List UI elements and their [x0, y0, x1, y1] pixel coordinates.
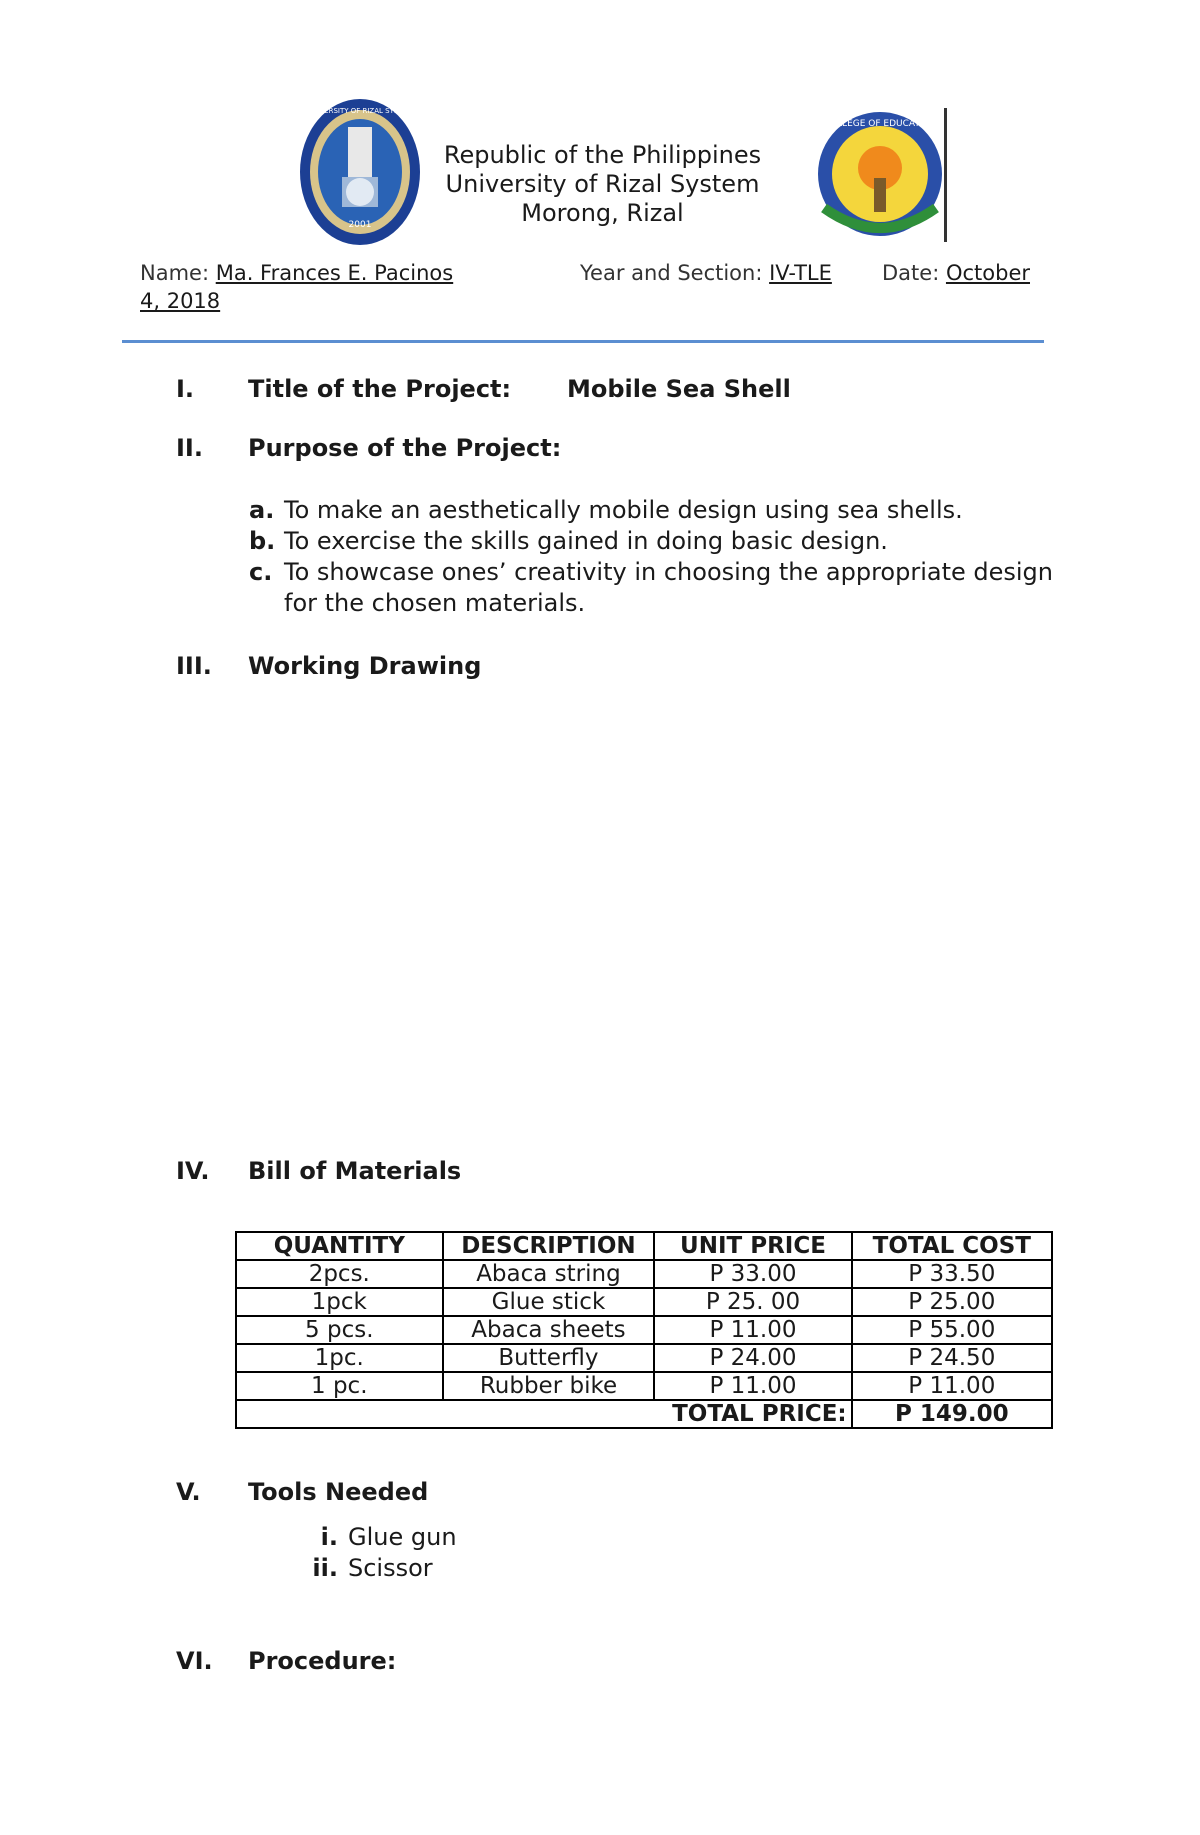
section-number: II.: [176, 434, 203, 462]
table-cell: 1pc.: [236, 1344, 443, 1372]
list-item: c. To showcase ones’ creativity in choosing the appropriate design for the chosen materials.: [249, 558, 1053, 617]
section-number: V.: [176, 1478, 201, 1506]
table-cell: P 33.50: [852, 1260, 1052, 1288]
table-cell: 2pcs.: [236, 1260, 443, 1288]
table-cell: P 11.00: [654, 1372, 851, 1400]
header-line-1: Republic of the Philippines: [443, 141, 762, 169]
table-cell: 1pck: [236, 1288, 443, 1316]
bill-of-materials-table: [235, 1231, 1053, 1429]
student-info-line: [140, 259, 1060, 315]
date-value-part2: 4, 2018: [140, 289, 221, 313]
column-header: UNIT PRICE: [654, 1232, 851, 1260]
table-cell: P 33.00: [654, 1260, 851, 1288]
project-title: Mobile Sea Shell: [567, 375, 791, 403]
table-cell: Rubber bike: [443, 1372, 655, 1400]
section-number: VI.: [176, 1647, 213, 1675]
header-line-3: Morong, Rizal: [521, 199, 684, 227]
table-cell: Abaca sheets: [443, 1316, 655, 1344]
table-total-row: [236, 1400, 1052, 1428]
purpose-list: [249, 495, 1069, 619]
table-row: [236, 1344, 1052, 1372]
section-title-of-project: [176, 375, 976, 405]
name-value: Ma. Frances E. Pacinos: [215, 261, 454, 285]
table-cell: P 55.00: [852, 1316, 1052, 1344]
section-heading: Bill of Materials: [248, 1157, 462, 1185]
table-row: [236, 1260, 1052, 1288]
table-cell: P 24.00: [654, 1344, 851, 1372]
column-header: DESCRIPTION: [443, 1232, 655, 1260]
header-line-2: University of Rizal System: [445, 170, 760, 198]
section-purpose: [176, 434, 976, 464]
svg-text:2001: 2001: [348, 220, 372, 230]
section-working-drawing: [176, 652, 976, 682]
section-label: Year and Section:: [580, 261, 770, 285]
section-heading: Procedure:: [248, 1647, 397, 1675]
column-header: QUANTITY: [236, 1232, 443, 1260]
date-label: Date:: [882, 261, 946, 285]
college-of-education-logo: [814, 108, 950, 242]
svg-text:COLLEGE OF EDUCATION: COLLEGE OF EDUCATION: [823, 119, 937, 129]
table-cell: Butterfly: [443, 1344, 655, 1372]
column-header: TOTAL COST: [852, 1232, 1052, 1260]
section-heading: Tools Needed: [248, 1478, 429, 1506]
section-heading: Purpose of the Project:: [248, 434, 562, 462]
section-number: I.: [176, 375, 195, 403]
list-item: i. Glue gun: [320, 1523, 457, 1551]
table-cell: P 11.00: [654, 1316, 851, 1344]
table-cell: 1 pc.: [236, 1372, 443, 1400]
table-row: [236, 1316, 1052, 1344]
table-cell: 5 pcs.: [236, 1316, 443, 1344]
list-item: ii. Scissor: [312, 1554, 433, 1582]
section-number: III.: [176, 652, 212, 680]
section-heading: Title of the Project:: [248, 375, 512, 403]
tools-list: [300, 1522, 600, 1584]
section-procedure: [176, 1647, 976, 1677]
table-cell: P 25. 00: [654, 1288, 851, 1316]
section-number: IV.: [176, 1157, 210, 1185]
table-cell: P 24.50: [852, 1344, 1052, 1372]
section-tools-needed: [176, 1478, 976, 1508]
table-header-row: [236, 1232, 1052, 1260]
list-item: b. To exercise the skills gained in doing basic design.: [249, 527, 888, 555]
table-row: [236, 1288, 1052, 1316]
table-cell: Abaca string: [443, 1260, 655, 1288]
list-item: a. To make an aesthetically mobile design using sea shells.: [249, 496, 963, 524]
table-cell: P 11.00: [852, 1372, 1052, 1400]
section-value: IV-TLE: [769, 261, 832, 285]
section-heading: Working Drawing: [248, 652, 482, 680]
total-value: P 149.00: [852, 1400, 1052, 1428]
total-label: TOTAL PRICE:: [236, 1400, 852, 1428]
institution-header: [400, 141, 805, 228]
date-value-part1: October: [945, 261, 1030, 285]
name-label: Name:: [140, 261, 216, 285]
table-cell: Glue stick: [443, 1288, 655, 1316]
table-row: [236, 1372, 1052, 1400]
svg-text:UNIVERSITY OF RIZAL SYSTEM: UNIVERSITY OF RIZAL SYSTEM: [306, 107, 414, 115]
table-cell: P 25.00: [852, 1288, 1052, 1316]
header-divider: [122, 340, 1044, 343]
section-bill-of-materials: [176, 1157, 976, 1187]
